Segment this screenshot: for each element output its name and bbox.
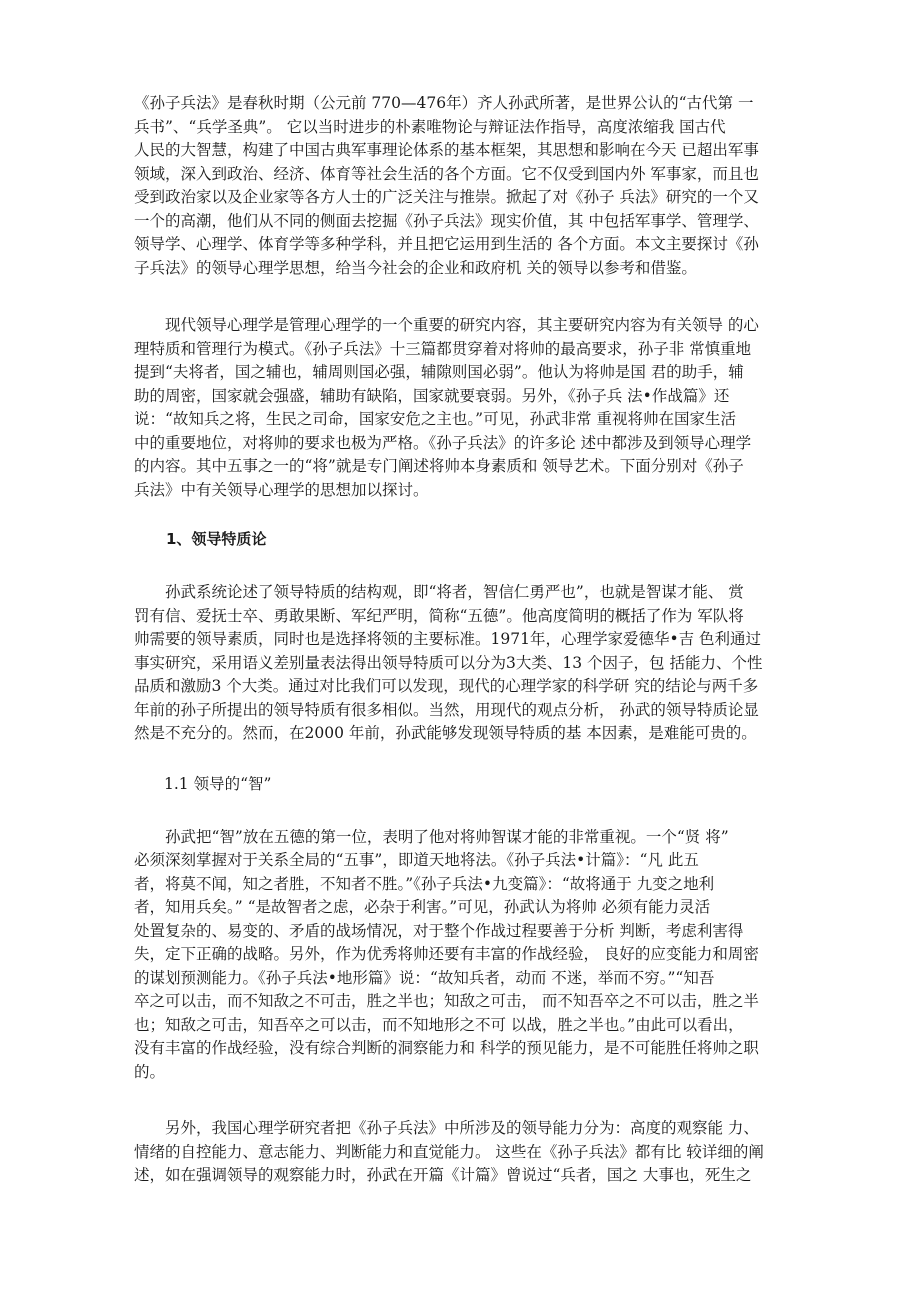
text-line: 另外，我国心理学研究者把《孙子兵法》中所涉及的领导能力分为：高度的观察能 力、 <box>165 1119 759 1137</box>
paragraph-abilities <box>134 1117 798 1188</box>
text-line: 兵法》中有关领导心理学的思想加以探讨。 <box>134 480 429 499</box>
text-line: 现代领导心理学是管理心理学的一个重要的研究内容，其主要研究内容为有关领导 的心 <box>165 316 759 334</box>
text-line: 事实研究，采用语义差别量表法得出领导特质可以分为3大类、13 个因子，包 括能力、个性 <box>134 653 763 672</box>
text-line: 失，定下正确的战略。另外，作为优秀将帅还要有丰富的作战经验， 良好的应变能力和周密 <box>134 945 759 963</box>
text-line: 的谋划预测能力。《孙子兵法•地形篇》说：“故知兵者，动而 不迷，举而不穷。”“知吾 <box>134 968 715 987</box>
text-line: 卒之可以击，而不知敌之不可击，胜之半也；知敌之可击， 而不知吾卒之不可以击，胜之半 <box>134 992 759 1010</box>
text-line: 罚有信、爱抚士卒、勇敢果断、军纪严明，简称“五德”。他高度简明的概括了作为 军队将 <box>134 606 744 625</box>
paragraph-leadership-psychology <box>134 314 798 502</box>
text-line: 品质和激励3 个大类。通过对比我们可以发现，现代的心理学家的科学研 究的结论与两千多 <box>134 677 759 695</box>
text-line: 处置复杂的、易变的、矛盾的战场情况，对于整个作战过程要善于分析 判断，考虑利害得 <box>134 921 744 940</box>
text-line: 没有丰富的作战经验，没有综合判断的洞察能力和 科学的预见能力，是不可能胜任将帅之职 <box>134 1039 759 1057</box>
paragraph-wisdom <box>134 826 798 1085</box>
subsection-heading-wisdom: 1.1 领导的“智” <box>164 774 272 793</box>
text-line: 说：“故知兵之将，生民之司命，国家安危之主也。”可见，孙武非常 重视将帅在国家生活 <box>134 410 737 428</box>
text-line: 情绪的自控能力、意志能力、判断能力和直觉能力。 这些在《孙子兵法》都有比 较详细的阐 <box>134 1142 764 1161</box>
text-line: 必须深刻掌握对于关系全局的“五事”，即道天地将法。《孙子兵法•计篇》：“凡 此五 <box>134 851 699 869</box>
text-line: 兵书”、“兵学圣典”。 它以当时进步的朴素唯物论与辩证法作指导，高度浓缩我 国古代 <box>134 117 726 136</box>
text-line: 人民的大智慧，构建了中国古典军事理论体系的基本框架，其思想和影响在今天 已超出军事 <box>134 141 759 159</box>
section-heading-trait-theory: 1、领导特质论 <box>166 530 267 548</box>
text-line: 年前的孙子所提出的领导特质有很多相似。当然，用现代的观点分析， 孙武的领导特质论显 <box>134 700 759 719</box>
paragraph-trait-theory <box>134 581 798 746</box>
text-line: 述，如在强调领导的观察能力时，孙武在开篇《计篇》曾说过“兵者，国之 大事也，死生之 <box>134 1166 752 1184</box>
text-line: 子兵法》的领导心理学思想，给当今社会的企业和政府机 关的领导以参考和借鉴。 <box>134 258 697 277</box>
text-line: 也；知敌之可击，知吾卒之可以击，而不知地形之不可 以战，胜之半也。”由此可以看出， <box>134 1015 744 1034</box>
text-line: 的。 <box>134 1062 166 1081</box>
text-line: 受到政治家以及企业家等各方人士的广泛关注与推崇。掀起了对《孙子 兵法》研究的一个又 <box>134 188 759 206</box>
text-line: 《孙子兵法》是春秋时期（公元前 770—476年）齐人孙武所著，是世界公认的“古代第 一 <box>134 94 754 112</box>
text-line: 一个的高潮，他们从不同的侧面去挖掘《孙子兵法》现实价值，其 中包括军事学、管理学、 <box>134 211 759 230</box>
text-line: 中的重要地位，对将帅的要求也极为严格。《孙子兵法》的许多论 述中都涉及到领导心理学 <box>134 433 752 452</box>
text-line: 的内容。其中五事之一的“将”就是专门阐述将帅本身素质和 领导艺术。下面分别对《孙子 <box>134 457 744 475</box>
text-line: 助的周密，国家就会强盛，辅助有缺陷，国家就要衰弱。另外，《孙子兵 法•作战篇》还 <box>134 386 730 405</box>
text-line: 帅需要的领导素质，同时也是选择将领的主要标准。1971年，心理学家爱德华•吉 色利通过 <box>134 630 762 648</box>
text-line: 理特质和管理行为模式。《孙子兵法》十三篇都贯穿着对将帅的最高要求，孙子非 常慎重地 <box>134 339 752 358</box>
text-line: 者，知用兵矣。” “是故智者之虑，必杂于利害。”可见，孙武认为将帅 必须有能力灵活 <box>134 898 711 916</box>
text-line: 孙武系统论述了领导特质的结构观，即“将者，智信仁勇严也”，也就是智谋才能、 赏 <box>165 583 744 601</box>
text-line: 提到“夫将者，国之辅也，辅周则国必强，辅隙则国必弱”。他认为将帅是国 君的助手，辅 <box>134 363 744 381</box>
text-line: 者，将莫不闻，知之者胜，不知者不胜。”《孙子兵法•九变篇》：“故将通于 九变之地利 <box>134 874 715 893</box>
text-line: 然是不充分的。然而，在2000 年前，孙武能够发现领导特质的基 本因素，是难能可贵的。 <box>134 724 757 742</box>
paragraph-intro <box>134 92 798 280</box>
text-line: 领域，深入到政治、经济、体育等社会生活的各个方面。它不仅受到国内外 军事家，而且也 <box>134 164 759 183</box>
document-page <box>134 92 798 1188</box>
text-line: 领导学、心理学、体育学等多种学科，并且把它运用到生活的 各个方面。本文主要探讨《孙 <box>134 235 759 253</box>
text-line: 孙武把“智”放在五德的第一位，表明了他对将帅智谋才能的非常重视。一个“贤 将” <box>165 827 729 846</box>
